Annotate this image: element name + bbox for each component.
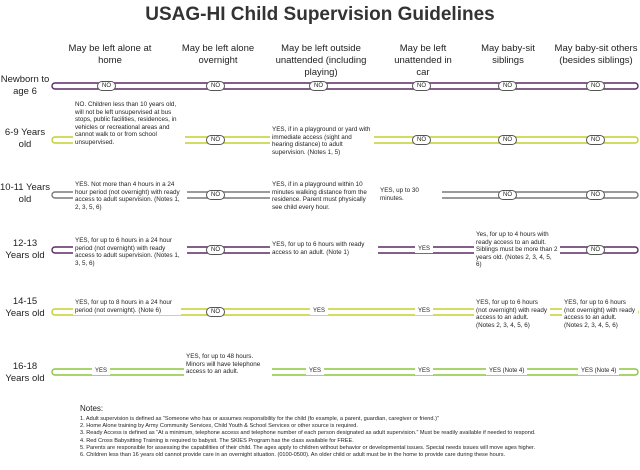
cell-14-15-overnight: NO [206,307,225,317]
cell-16-18-siblings: YES (Note 4) [486,367,527,375]
cell-6-9-others: NO [586,135,605,145]
cell-newborn-others: NO [586,81,605,91]
column-header-others: May baby-sit others (besides siblings) [554,43,638,66]
column-header-outside: May be left outside unattended (including playing) [275,43,367,78]
cell-6-9-siblings: NO [498,135,517,145]
cell-10-11-outside: YES, if in a playground within 10 minutes walking distance from the residence. Parent must physically see child every hour. [270,180,378,212]
cell-10-11-others: NO [586,190,605,200]
column-header-home: May be left alone at home [68,43,152,66]
cell-14-15-home: YES, for up to 8 hours in a 24 hour period (not overnight). (Note 6) [73,298,181,315]
note-item: 3. Ready Access is defined as “At a minimum, telephone access and telephone number of each person designated as adult supervision.” Must be readily available if needed to respond. [80,430,536,437]
column-header-siblings: May baby-sit siblings [481,43,535,66]
note-item: 5. Parents are responsible for assessing the capabilities of their child. The ages apply to children without behavior or developmental issues. Special needs issues will move ages higher. [80,444,536,451]
cell-12-13-home: YES, for up to 6 hours in a 24 hour period (not overnight) with ready access to adult supervision. (Notes 1, 3, 5, 6) [73,236,187,268]
row-line-newborn [52,83,638,89]
cell-12-13-siblings: Yes, for up to 4 hours with ready access to an adult. Siblings must be more than 2 years old. (Notes 2, 3, 4, 5, 6) [474,230,560,270]
cell-6-9-outside: YES, if in a playground or yard with immediate access (sight and hearing distance) to adult supervision. (Notes 1, 5) [270,125,374,157]
cell-14-15-outside: YES [310,307,328,315]
notes-title: Notes: [80,404,104,413]
cell-12-13-outside: YES, for up to 6 hours with ready access to an adult. (Note 1) [270,240,378,257]
age-label-6-9: 6-9 Years old [4,127,46,150]
cell-16-18-home: YES [92,367,110,375]
cell-16-18-outside: YES [306,367,324,375]
cell-14-15-others: YES, for up to 6 hours (not overnight) with ready access to an adult. (Notes 2, 3, 4, 5, 6) [562,298,638,330]
cell-6-9-car: NO [412,135,431,145]
row-line-16-18 [52,369,638,375]
age-label-10-11: 10-11 Years old [0,182,51,205]
cell-newborn-home: NO [97,81,116,91]
cell-10-11-home: YES. Not more than 4 hours in a 24 hour period (not overnight) with ready access to adult supervision. (Notes 1, 2, 3, 5, 6) [73,180,187,212]
column-header-car: May be left unattended in car [394,43,452,78]
cell-newborn-siblings: NO [498,81,517,91]
cell-16-18-overnight: YES, for up to 48 hours. Minors will have telephone access to an adult. [184,352,272,377]
cell-16-18-car: YES [415,367,433,375]
cell-14-15-car: YES [415,307,433,315]
notes-section [80,404,636,459]
age-label-12-13: 12-13 Years old [5,238,45,261]
age-label-16-18: 16-18 Years old [5,361,45,384]
cell-newborn-overnight: NO [206,81,225,91]
cell-10-11-car: YES, up to 30 minutes. [378,186,442,203]
column-header-overnight: May be left alone overnight [181,43,255,66]
cell-10-11-siblings: NO [498,190,517,200]
note-item: 6. Children less than 16 years old cannot provide care in an overnight situation. (0100-0500). An older child or adult must be in the home to provide care during these hours. [80,452,506,459]
cell-newborn-outside: NO [309,81,328,91]
age-label-14-15: 14-15 Years old [5,296,45,319]
note-item: 2. Home Alone training by Army Community Services, Child Youth & School Services or other source is required. [80,423,358,430]
note-item: 4. Red Cross Babysitting Training is required to babysit. The SKIES Program has the class available for FREE. [80,437,354,444]
cell-newborn-car: NO [412,81,431,91]
note-item: 1. Adult supervision is defined as “Someone who has or assumes responsibility for the child (fo example, a parent, guardian, caregiver or friend.)” [80,416,439,422]
cell-14-15-siblings: YES, for up to 6 hours (not overnight) with ready access to an adult. (Notes 2, 3, 4, 5, 6) [474,298,550,330]
cell-16-18-others: YES (Note 4) [578,367,619,375]
cell-12-13-car: YES [415,245,433,253]
age-label-newborn: Newborn to age 6 [0,74,50,97]
cell-6-9-home: NO. Children less than 10 years old, will not be left unsupervised at bus stops, public facilities, residences, in vehicles or recreational areas and cannot walk to or from school unsupervised. [73,100,185,148]
cell-6-9-overnight: NO [206,135,225,145]
cell-12-13-overnight: NO [206,245,225,255]
cell-10-11-overnight: NO [206,190,225,200]
cell-12-13-others: NO [586,245,605,255]
page-title: USAG-HI Child Supervision Guidelines [145,4,495,25]
